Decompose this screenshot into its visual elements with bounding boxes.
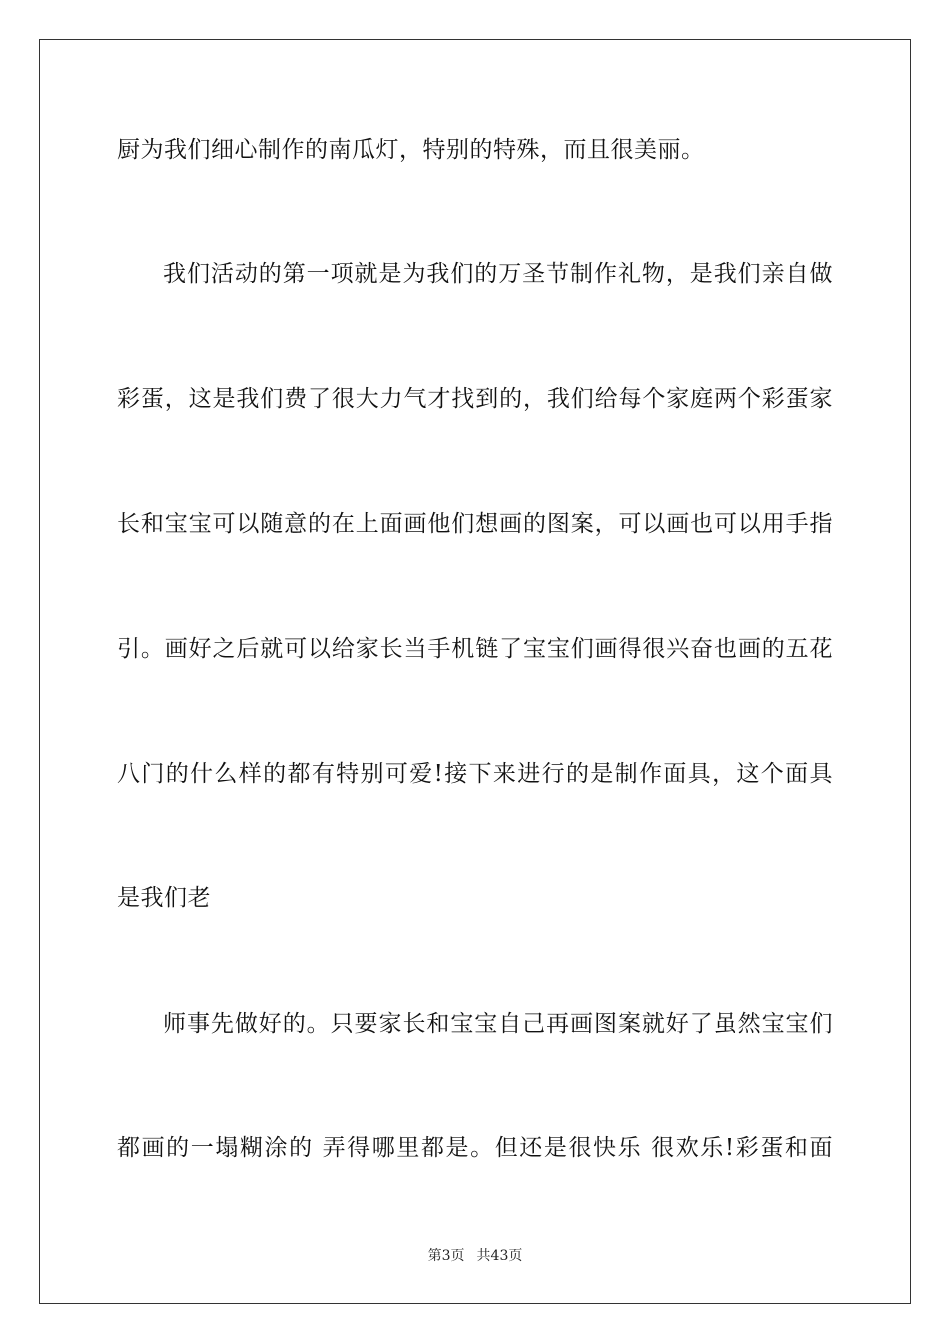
text-line-5: 引。画好之后就可以给家长当手机链了宝宝们画得很兴奋也画的五花 [117,636,833,662]
text-line-2: 我们活动的第一项就是为我们的万圣节制作礼物，是我们亲自做 [163,261,833,287]
page-footer [0,1247,950,1265]
text-line-8: 师事先做好的。只要家长和宝宝自己再画图案就好了虽然宝宝们 [163,1011,833,1037]
page-total: 共43页 [476,1248,523,1264]
text-line-1: 厨为我们细心制作的南瓜灯，特别的特殊，而且很美丽。 [117,137,705,163]
page-border [39,39,911,1304]
text-line-7: 是我们老 [117,885,211,911]
page-number: 第3页 [427,1248,465,1264]
text-line-3: 彩蛋，这是我们费了很大力气才找到的，我们给每个家庭两个彩蛋家 [117,386,833,412]
text-line-9: 都画的一塌糊涂的 弄得哪里都是。但还是很快乐 很欢乐!彩蛋和面 [117,1135,833,1161]
text-line-4: 长和宝宝可以随意的在上面画他们想画的图案，可以画也可以用手指 [117,511,833,537]
text-line-6: 八门的什么样的都有特别可爱!接下来进行的是制作面具，这个面具 [117,761,833,787]
